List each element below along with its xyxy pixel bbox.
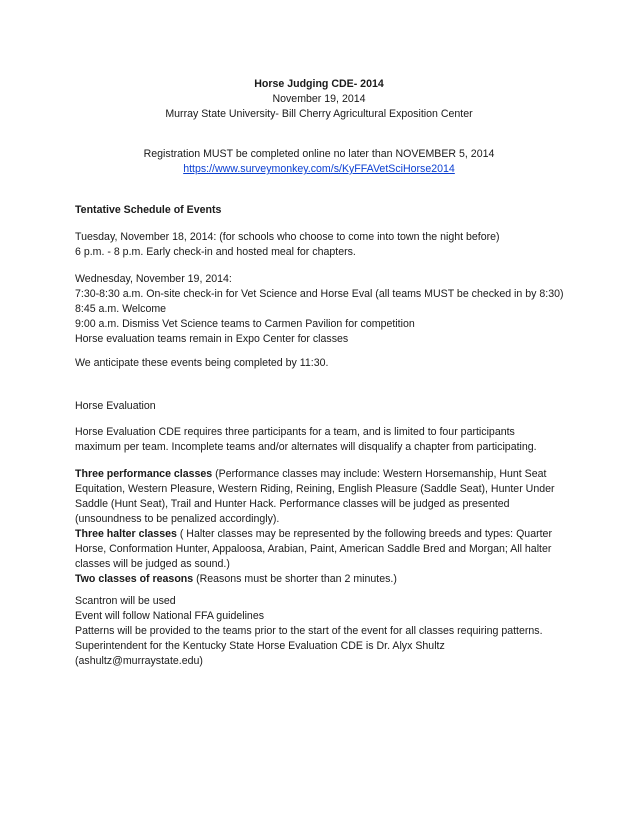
note-line: Scantron will be used	[75, 595, 176, 607]
halter-label: Three halter classes	[75, 528, 177, 540]
day1-item: 6 p.m. - 8 p.m. Early check-in and hosted meal for chapters.	[75, 246, 356, 258]
schedule-heading: Tentative Schedule of Events	[75, 204, 222, 216]
registration-section	[0, 147, 638, 177]
halter-text: ( Halter classes may be represented by the following breeds and types: Quarter Horse, Conformation Hunter, Appaloosa, Arabian, Paint, American Saddle Bred and Morgan; All halter classes will be judged as sound.)	[75, 528, 552, 570]
superintendent-email: (ashultz@murraystate.edu)	[75, 655, 203, 667]
reasons-text: (Reasons must be shorter than 2 minutes.)	[193, 573, 397, 585]
registration-notice: Registration MUST be completed online no later than NOVEMBER 5, 2014	[143, 148, 495, 160]
note-line: Patterns will be provided to the teams prior to the start of the event for all classes requiring patterns.	[75, 625, 543, 637]
registration-link[interactable]: https://www.surveymonkey.com/s/KyFFAVetSciHorse2014	[183, 163, 455, 175]
notes-section	[75, 594, 575, 669]
reasons-label: Two classes of reasons	[75, 573, 194, 585]
classes-block	[75, 467, 557, 587]
day2-date-line: Wednesday, November 19, 2014:	[75, 273, 232, 285]
schedule-day1	[75, 230, 575, 260]
performance-text: (Performance classes may include: Western Horsemanship, Hunt Seat Equitation, Western Pleasure, Western Riding, Reining, English Pleasure (Saddle Seat), Hunter Under Saddle (Hunt Seat), Trail and Hunter Hack. Performance classes will be judged as presented (unsoundness to be penalized accordingly).	[75, 468, 555, 525]
reasons-classes	[75, 572, 557, 587]
evaluation-paragraph: Horse Evaluation CDE requires three participants for a team, and is limited to four participants maximum per team. Incomplete teams and/or alternates will disqualify a chapter from participating.	[75, 426, 537, 453]
performance-label: Three performance classes	[75, 468, 213, 480]
day1-date-line: Tuesday, November 18, 2014: (for schools who choose to come into town the night before)	[75, 231, 500, 243]
day2-item: 8:45 a.m. Welcome	[75, 303, 167, 315]
halter-classes	[75, 527, 557, 572]
note-line: Superintendent for the Kentucky State Horse Evaluation CDE is Dr. Alyx Shultz	[75, 640, 445, 652]
event-venue: Murray State University- Bill Cherry Agricultural Exposition Center	[165, 108, 473, 120]
day2-item: 7:30-8:30 a.m. On-site check-in for Vet Science and Horse Eval (all teams MUST be checked in by 8:30)	[75, 288, 564, 300]
evaluation-heading: Horse Evaluation	[75, 400, 156, 412]
anticipate-line: We anticipate these events being completed by 11:30.	[75, 357, 329, 369]
performance-classes	[75, 467, 557, 527]
schedule-day2	[75, 272, 575, 347]
day2-item: 9:00 a.m. Dismiss Vet Science teams to Carmen Pavilion for competition	[75, 318, 415, 330]
note-line: Event will follow National FFA guidelines	[75, 610, 265, 622]
event-date: November 19, 2014	[272, 93, 366, 105]
day2-item: Horse evaluation teams remain in Expo Center for classes	[75, 333, 349, 345]
document-title: Horse Judging CDE- 2014	[254, 78, 384, 90]
document-header	[0, 77, 638, 122]
